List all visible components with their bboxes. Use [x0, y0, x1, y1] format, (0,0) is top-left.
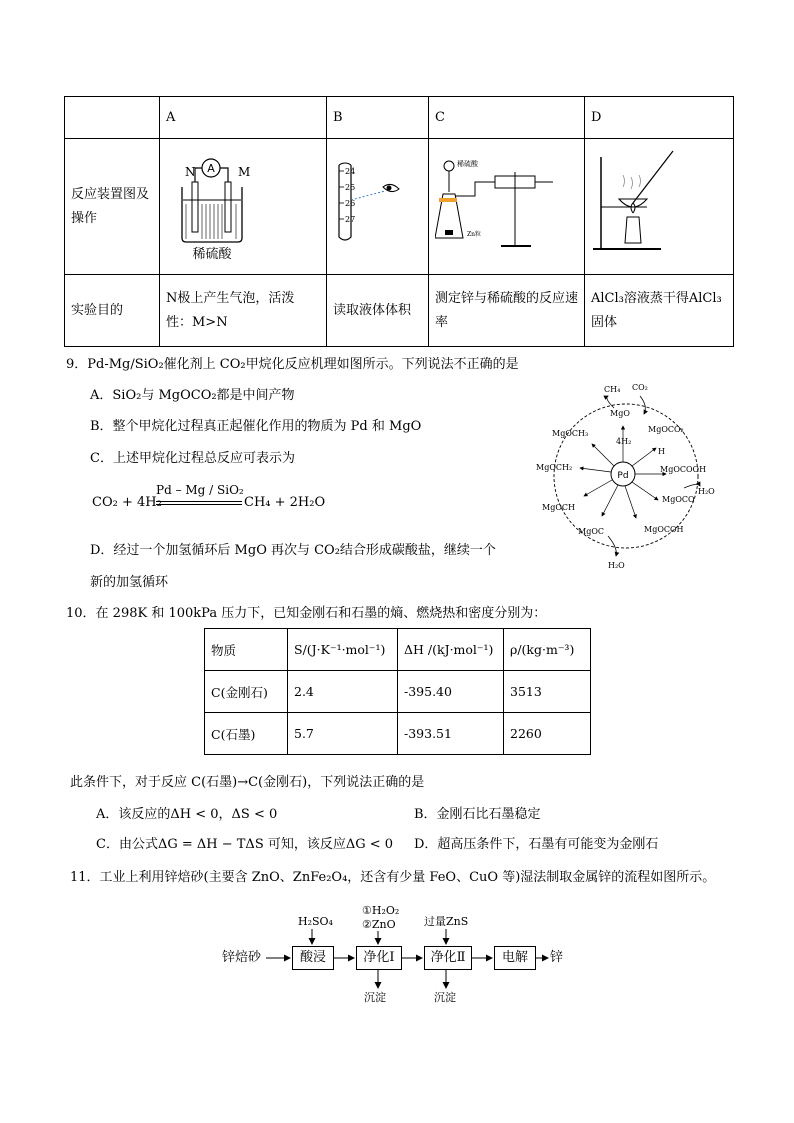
thermo-header-enthalpy: ΔH /(kJ·mol⁻¹): [398, 629, 504, 671]
q9-option-b: B．整个甲烷化过程真正起催化作用的物质为 Pd 和 MgO: [90, 419, 422, 434]
q9-option-a: A．SiO₂与 MgOCO₂都是中间产物: [90, 388, 295, 403]
flow-output-precipitate-1: 沉淀: [364, 991, 386, 1004]
electrode-m-label: M: [238, 165, 251, 179]
equation-line-bottom: [156, 504, 242, 505]
tick-25: 25: [345, 183, 356, 192]
ammeter-label: A: [207, 162, 215, 175]
q10-option-d: D．超高压条件下，石墨有可能变为金刚石: [414, 837, 659, 852]
q9-equation-right: CH₄ + 2H₂O: [244, 495, 326, 510]
tick-27: 27: [345, 215, 356, 224]
q10-option-c: C．由公式ΔG = ΔH − TΔS 可知，该反应ΔG < 0: [96, 837, 394, 852]
q9-equation-left: CO₂ + 4H₂: [92, 495, 162, 510]
flow-input-zns: 过量ZnS: [424, 915, 469, 928]
graduated-cylinder-figure: [333, 157, 413, 247]
thermo-cell: C(金刚石): [205, 671, 288, 713]
equation-line-top: [156, 501, 242, 502]
row-label-apparatus: 反应装置图及操作: [65, 139, 160, 275]
electrode-n-label: N: [185, 165, 196, 179]
cell-figure-a: [160, 139, 327, 275]
galvanic-cell-figure: [166, 142, 266, 262]
pd-center-label: Pd: [617, 471, 629, 481]
q10-option-b: B．金刚石比石墨稳定: [414, 807, 541, 822]
flow-input-h2so4: H₂SO₄: [298, 915, 333, 928]
thermo-cell: -393.51: [398, 713, 504, 755]
thermo-cell: 5.7: [288, 713, 398, 755]
thermo-table: [204, 628, 591, 755]
flow-start: 锌焙砂: [222, 950, 262, 965]
flow-end: 锌: [550, 950, 564, 965]
mgoc-label: MgOC: [578, 527, 604, 536]
mgoch-label: MgOCH: [542, 503, 575, 512]
h2o-product-a-label: H₂O: [698, 487, 715, 496]
flow-electrolysis: 电解: [494, 946, 536, 970]
zinc-label: Zn粒: [467, 231, 482, 238]
q9-stem: 9．Pd-Mg/SiO₂催化剂上 CO₂甲烷化反应机理如图所示。下列说法不正确的是: [66, 357, 519, 372]
thermo-header-entropy: S/(J·K⁻¹·mol⁻¹): [288, 629, 398, 671]
thermo-cell: 2260: [504, 713, 591, 755]
mgo-label: MgO: [610, 409, 630, 418]
funnel-reagent-label: 稀硫酸: [457, 160, 478, 168]
purpose-c: 测定锌与稀硫酸的反应速率: [429, 275, 585, 347]
table-row: [205, 671, 591, 713]
ch4-product-label: CH₄: [604, 385, 621, 394]
table-header-b: B: [327, 97, 429, 139]
q9-option-d-line1: D．经过一个加氢循环后 MgO 再次与 CO₂结合形成碳酸盐，继续一个: [90, 543, 496, 558]
evaporation-figure: [591, 147, 711, 257]
h-label: H: [658, 447, 665, 456]
cell-figure-b: [327, 139, 429, 275]
q9-option-c: C．上述甲烷化过程总反应可表示为: [90, 451, 295, 466]
flow-input-zno: ②ZnO: [362, 918, 396, 931]
thermo-cell: 2.4: [288, 671, 398, 713]
purpose-b: 读取液体体积: [327, 275, 429, 347]
mgocooh-label: MgOCOOH: [660, 465, 707, 474]
mgoch2-label: MgOCH₂: [536, 463, 573, 472]
q10-stem: 10．在 298K 和 100kPa 压力下，已知金刚石和石墨的熵、燃烧热和密度分别为：: [66, 606, 547, 621]
experiment-table: [64, 96, 734, 347]
table-corner-cell: [65, 97, 160, 139]
table-header-a: A: [160, 97, 327, 139]
h2-input-label: 4H₂: [616, 437, 632, 446]
purpose-d: AlCl₃溶液蒸干得AlCl₃固体: [585, 275, 734, 347]
tick-26: 26: [345, 199, 356, 208]
flow-acid-leach: 酸浸: [292, 946, 334, 970]
h2o-product-b-label: H₂O: [608, 561, 625, 570]
q11-stem: 11．工业上利用锌焙砂(主要含 ZnO、ZnFe₂O₄，还含有少量 FeO、CuO 等)湿法制取金属锌的流程如图所示。: [70, 870, 716, 885]
thermo-header-substance: 物质: [205, 629, 288, 671]
q9-equation-condition: Pd – Mg / SiO₂: [156, 483, 244, 497]
cell-figure-d: [585, 139, 734, 275]
row-label-purpose: 实验目的: [65, 275, 160, 347]
flow-input-h2o2: ①H₂O₂: [362, 904, 400, 917]
mgoco2-label: MgOCO₂: [648, 425, 684, 434]
thermo-cell: 3513: [504, 671, 591, 713]
flow-purify-2: 净化Ⅱ: [424, 946, 472, 970]
solution-label: 稀硫酸: [192, 247, 232, 262]
q10-option-a: A．该反应的ΔH < 0，ΔS < 0: [96, 807, 278, 822]
purpose-a: N极上产生气泡，活泼性：M>N: [160, 275, 327, 347]
thermo-cell: -395.40: [398, 671, 504, 713]
mgoch3-label: MgOCH₃: [552, 429, 589, 438]
table-header-d: D: [585, 97, 734, 139]
flow-purify-1: 净化Ⅰ: [356, 946, 402, 970]
rate-measurement-figure: [435, 152, 565, 252]
thermo-header-density: ρ/(kg·m⁻³): [504, 629, 591, 671]
thermo-cell: C(石墨): [205, 713, 288, 755]
co2-input-label: CO₂: [632, 383, 648, 392]
q10-question: 此条件下，对于反应 C(石墨)→C(金刚石)，下列说法正确的是: [70, 775, 425, 790]
tick-24: 24: [345, 167, 356, 176]
flow-output-precipitate-2: 沉淀: [434, 991, 456, 1004]
table-header-c: C: [429, 97, 585, 139]
mgoco-label: MgOCO: [662, 495, 695, 504]
table-row: [205, 713, 591, 755]
mgocoh-label: MgOCOH: [644, 525, 684, 534]
catalytic-cycle-diagram: [528, 378, 724, 574]
q9-option-d-line2: 新的加氢循环: [90, 575, 169, 590]
cell-figure-c: [429, 139, 585, 275]
